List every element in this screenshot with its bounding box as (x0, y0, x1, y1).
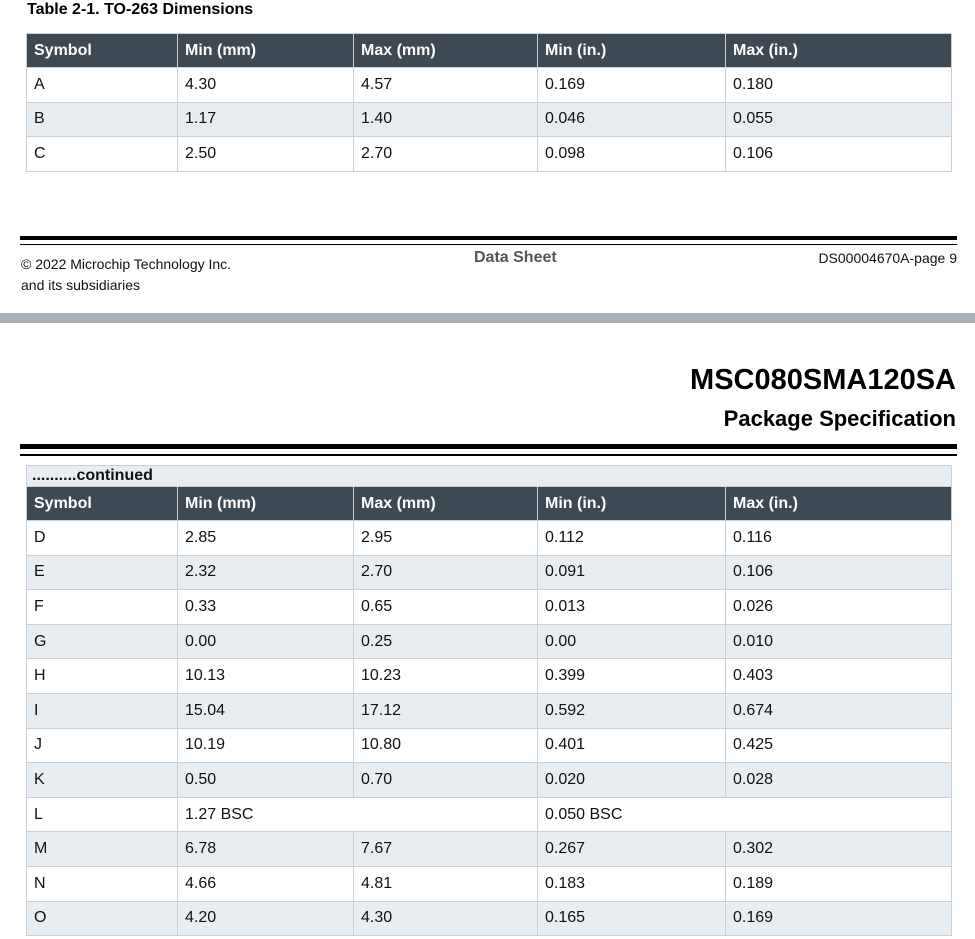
header-min-in: Min (in.) (538, 34, 726, 68)
cell-max-mm: 4.81 (354, 866, 538, 901)
table-row (27, 728, 952, 763)
cell-max-in: 0.010 (726, 624, 952, 659)
cell-symbol: M (27, 832, 178, 867)
cell-min-in: 0.091 (538, 555, 726, 590)
cell-max-in: 0.055 (726, 102, 952, 137)
cell-max-mm: 17.12 (354, 693, 538, 728)
table-row (27, 659, 952, 694)
header-symbol: Symbol (27, 487, 178, 521)
page-separator (0, 313, 975, 323)
cell-symbol: A (27, 68, 178, 103)
table-row (27, 521, 952, 556)
table-header-row (27, 487, 952, 521)
table-row (27, 832, 952, 867)
cell-min-in: 0.013 (538, 590, 726, 625)
cell-max-mm: 4.57 (354, 68, 538, 103)
continued-label: ..........continued (27, 466, 952, 487)
document-subtitle: Package Specification (723, 406, 956, 431)
table-header-row (27, 34, 952, 68)
header-max-mm: Max (mm) (354, 34, 538, 68)
cell-min-in: 0.020 (538, 763, 726, 798)
cell-min-mm: 10.19 (178, 728, 354, 763)
cell-max-in: 0.425 (726, 728, 952, 763)
cell-min-in: 0.399 (538, 659, 726, 694)
table-title: Table 2-1. TO-263 Dimensions (27, 1, 254, 18)
header-max-in: Max (in.) (726, 34, 952, 68)
footer-copyright (21, 254, 231, 296)
table-row (27, 68, 952, 103)
cell-symbol: D (27, 521, 178, 556)
cell-max-in: 0.106 (726, 137, 952, 172)
cell-min-mm: 2.85 (178, 521, 354, 556)
cell-max-mm: 2.70 (354, 555, 538, 590)
cell-symbol: O (27, 901, 178, 936)
table-row (27, 137, 952, 172)
copyright-line-2: and its subsidiaries (21, 277, 141, 293)
header-min-in: Min (in.) (538, 487, 726, 521)
table-row (27, 763, 952, 798)
cell-max-in: 0.403 (726, 659, 952, 694)
table-row (27, 797, 952, 832)
cell-min-mm: 4.20 (178, 901, 354, 936)
cell-max-mm: 0.70 (354, 763, 538, 798)
footer-page-ref: DS00004670A-page 9 (818, 250, 957, 266)
cell-min-mm: 2.50 (178, 137, 354, 172)
cell-max-in: 0.026 (726, 590, 952, 625)
cell-min-in: 0.169 (538, 68, 726, 103)
cell-symbol: G (27, 624, 178, 659)
cell-symbol: I (27, 693, 178, 728)
cell-min-in: 0.183 (538, 866, 726, 901)
cell-min-in: 0.592 (538, 693, 726, 728)
cell-symbol: B (27, 102, 178, 137)
footer-rule-thick (20, 236, 957, 240)
cell-min-mm: 1.17 (178, 102, 354, 137)
table-row (27, 866, 952, 901)
cell-max-mm: 2.95 (354, 521, 538, 556)
cell-max-mm: 10.23 (354, 659, 538, 694)
table-row (27, 901, 952, 936)
cell-min-mm: 0.50 (178, 763, 354, 798)
cell-min-mm: 0.00 (178, 624, 354, 659)
document-title: MSC080SMA120SA (690, 364, 956, 396)
cell-symbol: H (27, 659, 178, 694)
header-max-in: Max (in.) (726, 487, 952, 521)
cell-min-in: 0.00 (538, 624, 726, 659)
cell-symbol: K (27, 763, 178, 798)
cell-max-in: 0.189 (726, 866, 952, 901)
table-row (27, 102, 952, 137)
cell-min-mm: 1.27 BSC (178, 797, 538, 832)
cell-min-mm: 4.30 (178, 68, 354, 103)
table-row (27, 624, 952, 659)
header-rule-thin (20, 454, 957, 456)
table-row (27, 590, 952, 625)
cell-min-in: 0.112 (538, 521, 726, 556)
cell-symbol: C (27, 137, 178, 172)
header-rule-thick (20, 444, 957, 449)
cell-max-mm: 0.25 (354, 624, 538, 659)
cell-symbol: N (27, 866, 178, 901)
table-row (27, 693, 952, 728)
cell-symbol: L (27, 797, 178, 832)
cell-max-in: 0.116 (726, 521, 952, 556)
cell-min-mm: 4.66 (178, 866, 354, 901)
cell-max-in: 0.180 (726, 68, 952, 103)
cell-min-in: 0.401 (538, 728, 726, 763)
cell-max-mm: 10.80 (354, 728, 538, 763)
copyright-line-1: © 2022 Microchip Technology Inc. (21, 256, 232, 272)
cell-symbol: F (27, 590, 178, 625)
header-min-mm: Min (mm) (178, 487, 354, 521)
header-symbol: Symbol (27, 34, 178, 68)
cell-min-mm: 15.04 (178, 693, 354, 728)
footer-rule-thin (20, 244, 957, 245)
cell-min-in: 0.165 (538, 901, 726, 936)
cell-max-in: 0.169 (726, 901, 952, 936)
cell-max-in: 0.302 (726, 832, 952, 867)
continued-row (27, 466, 952, 487)
header-min-mm: Min (mm) (178, 34, 354, 68)
cell-symbol: E (27, 555, 178, 590)
dimensions-table (26, 33, 952, 172)
cell-min-mm: 10.13 (178, 659, 354, 694)
cell-symbol: J (27, 728, 178, 763)
table-row (27, 555, 952, 590)
cell-min-mm: 0.33 (178, 590, 354, 625)
cell-max-mm: 7.67 (354, 832, 538, 867)
footer-doc-type: Data Sheet (474, 249, 557, 266)
cell-max-in: 0.028 (726, 763, 952, 798)
cell-min-in: 0.267 (538, 832, 726, 867)
cell-max-mm: 2.70 (354, 137, 538, 172)
cell-min-in: 0.050 BSC (538, 797, 952, 832)
header-max-mm: Max (mm) (354, 487, 538, 521)
cell-max-in: 0.106 (726, 555, 952, 590)
cell-min-in: 0.098 (538, 137, 726, 172)
cell-max-mm: 4.30 (354, 901, 538, 936)
cell-min-in: 0.046 (538, 102, 726, 137)
cell-max-mm: 0.65 (354, 590, 538, 625)
cell-min-mm: 2.32 (178, 555, 354, 590)
cell-max-mm: 1.40 (354, 102, 538, 137)
cell-max-in: 0.674 (726, 693, 952, 728)
dimensions-table-continued (26, 465, 952, 936)
cell-min-mm: 6.78 (178, 832, 354, 867)
